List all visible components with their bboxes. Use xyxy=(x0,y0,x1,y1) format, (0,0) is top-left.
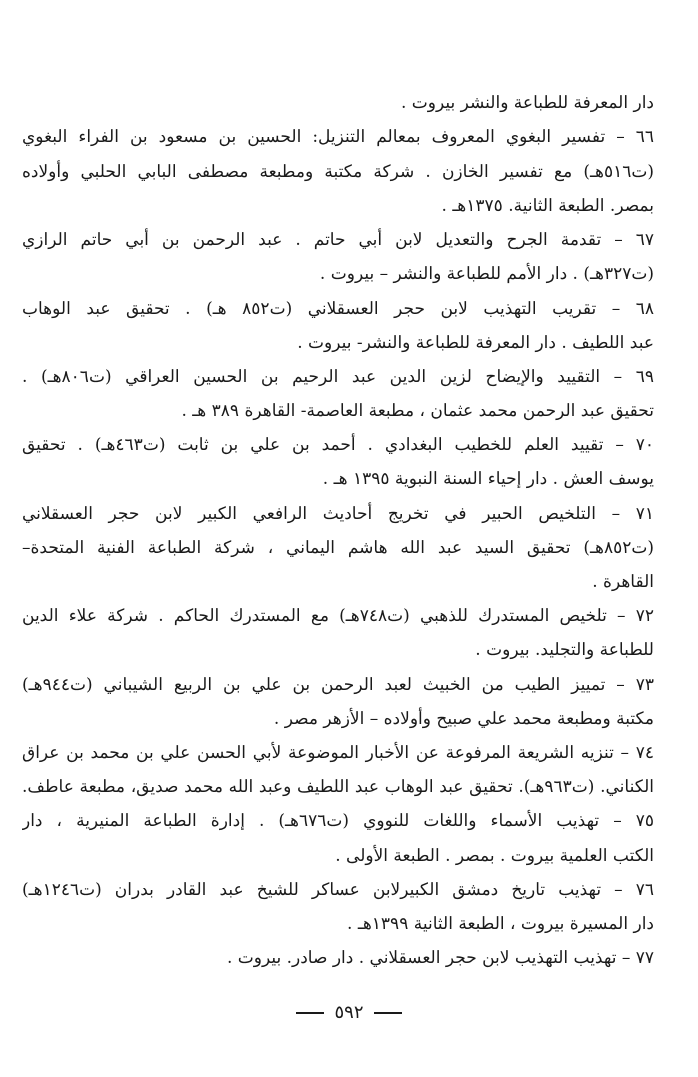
text-line: دار المعرفة للطباعة والنشر بيروت . xyxy=(400,93,654,113)
text-line: ٧٣ – تمييز الطيب من الخبيث لعبد الرحمن بن علي بن الربيع الشيباني (ت٩٤٤هـ) xyxy=(22,675,654,695)
text-line: ٧٠ – تقييد العلم للخطيب البغدادي . أحمد بن علي بن ثابت (ت٤٦٣هـ) . تحقيق xyxy=(22,435,654,455)
text-line: عبد اللطيف . دار المعرفة للطباعة والنشر- بيروت . xyxy=(297,333,654,353)
text-line: (ت٣٢٧هـ) . دار الأمم للطباعة والنشر – بيروت . xyxy=(319,264,654,284)
text-line: ٦٦ – تفسير البغوي المعروف بمعالم التنزيل: الحسين بن مسعود بن الفراء البغوي xyxy=(22,127,654,147)
footer-dash-right xyxy=(374,1012,402,1014)
page-number: ٥٩٢ xyxy=(334,1002,364,1023)
text-line: ٧٥ – تهذيب الأسماء واللغات للنووي (ت٦٧٦هـ) . إدارة الطباعة المنيرية ، دار xyxy=(22,811,654,831)
text-line: (ت٨٥٢هـ) تحقيق السيد عبد الله هاشم اليماني ، شركة الطباعة الفنية المتحدة– xyxy=(22,538,654,558)
text-line: القاهرة . xyxy=(592,572,654,592)
footer-dash-left xyxy=(296,1012,324,1014)
text-line: ٧٤ – تنزيه الشريعة المرفوعة عن الأخبار الموضوعة لأبي الحسن علي بن محمد بن عراق xyxy=(22,743,654,763)
text-line: ٦٩ – التقييد والإيضاح لزين الدين عبد الرحيم بن الحسين العراقي (ت٨٠٦هـ) . xyxy=(22,367,654,387)
text-line: يوسف العش . دار إحياء السنة النبوية ١٣٩٥ هـ . xyxy=(322,469,654,489)
text-line: للطباعة والتجليد. بيروت . xyxy=(475,640,654,660)
text-line: الكتب العلمية بيروت . بمصر . الطبعة الأولى . xyxy=(335,846,654,866)
text-line: ٧٢ – تلخيص المستدرك للذهبي (ت٧٤٨هـ) مع المستدرك الحاكم . شركة علاء الدين xyxy=(22,606,654,626)
text-line: تحقيق عبد الرحمن محمد عثمان ، مطبعة العاصمة- القاهرة ٣٨٩ هـ . xyxy=(181,401,654,421)
page-footer xyxy=(0,1000,698,1026)
text-line: ٧٧ – تهذيب التهذيب لابن حجر العسقلاني . دار صادر. بيروت . xyxy=(226,948,654,968)
text-line: ٧٦ – تهذيب تاريخ دمشق الكبيرلابن عساكر للشيخ عبد القادر بدران (ت١٢٤٦هـ) xyxy=(22,880,654,900)
text-line: بمصر. الطبعة الثانية. ١٣٧٥هـ . xyxy=(441,196,654,216)
text-line: ٦٧ – تقدمة الجرح والتعديل لابن أبي حاتم . عبد الرحمن بن أبي حاتم الرازي xyxy=(22,230,654,250)
text-line: ٦٨ – تقريب التهذيب لابن حجر العسقلاني (ت٨٥٢ هـ) . تحقيق عبد الوهاب xyxy=(22,299,654,319)
text-line: الكناني. (ت٩٦٣هـ). تحقيق عبد الوهاب عبد اللطيف وعبد الله محمد صديق، مطبعة عاطف. xyxy=(22,777,654,797)
text-line: ٧١ – التلخيص الحبير في تخريج أحاديث الرافعي الكبير لابن حجر العسقلاني xyxy=(22,504,654,524)
text-line: (ت٥١٦هـ) مع تفسير الخازن . شركة مكتبة ومطبعة مصطفى البابي الحلبي وأولاده xyxy=(22,162,654,182)
text-line: مكتبة ومطبعة محمد علي صبيح وأولاده – الأزهر مصر . xyxy=(273,709,654,729)
text-line: دار المسيرة بيروت ، الطبعة الثانية ١٣٩٩هـ . xyxy=(347,914,654,934)
